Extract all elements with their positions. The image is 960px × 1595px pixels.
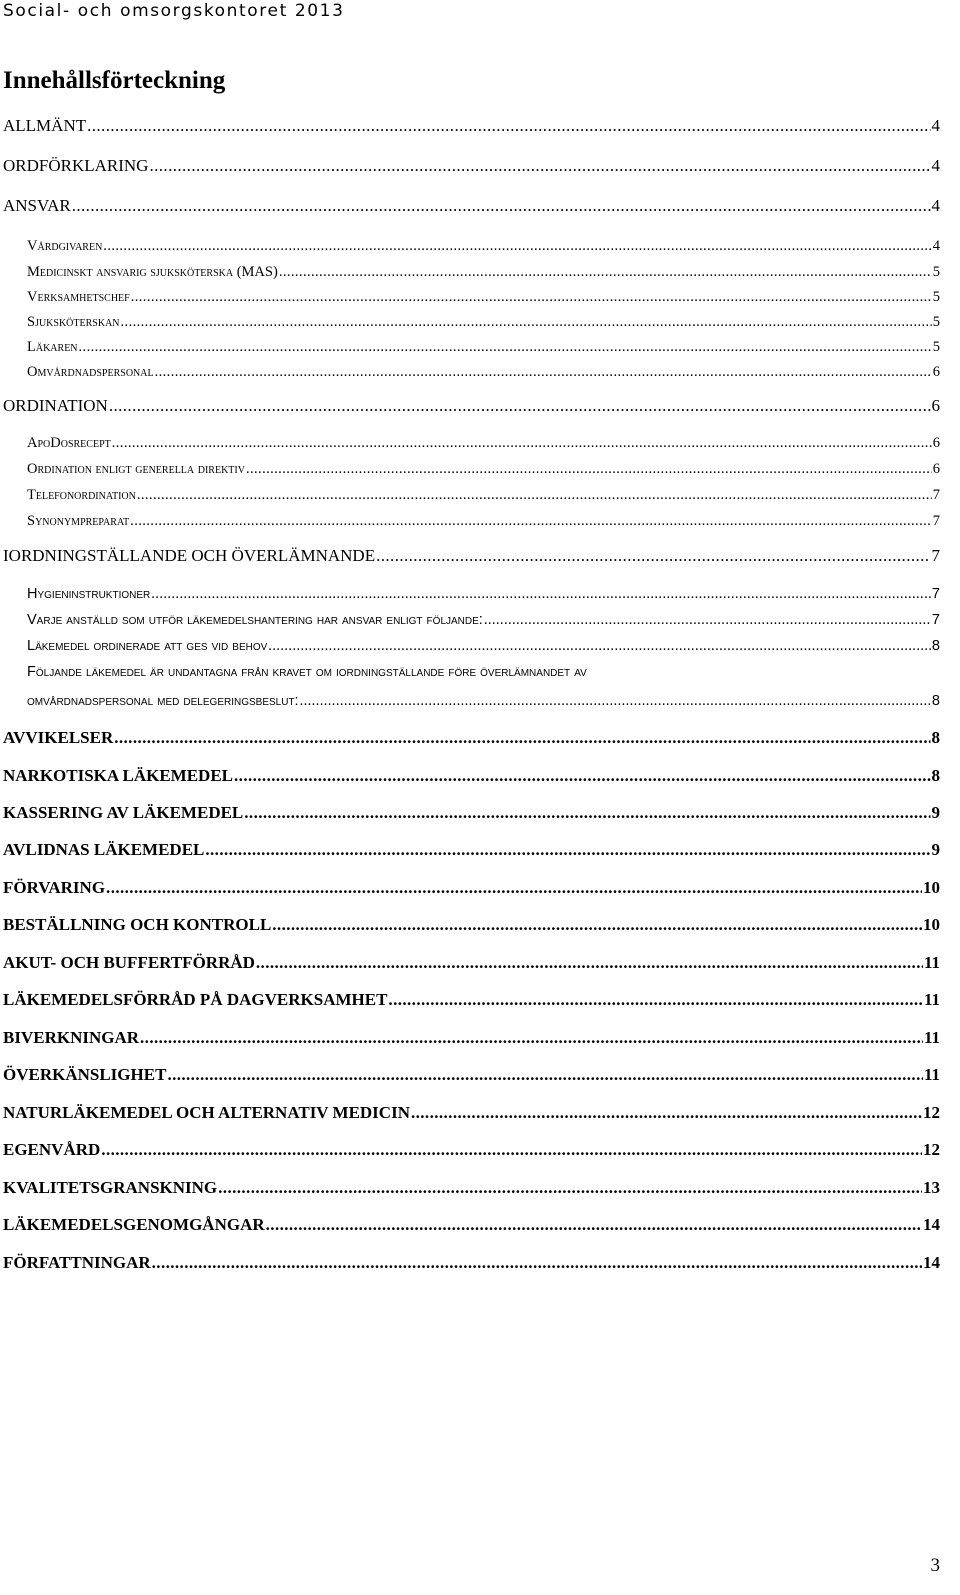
toc-entry-label: Medicinskt ansvarig sjuksköterska (MAS) xyxy=(27,264,278,280)
toc-leader-dots xyxy=(300,692,931,710)
toc-entry-apodosrecept[interactable] xyxy=(27,434,940,452)
toc-entry-kassering[interactable] xyxy=(3,803,940,823)
toc-entry-telefonordination[interactable] xyxy=(27,486,940,504)
toc-leader-dots xyxy=(109,396,931,416)
toc-entry-page: 12 xyxy=(923,1140,940,1159)
toc-entry-page: 4 xyxy=(931,116,940,135)
toc-leader-dots xyxy=(234,766,930,786)
page-number: 3 xyxy=(930,1555,940,1576)
toc-leader-dots xyxy=(167,1065,923,1085)
toc-entry-page: 10 xyxy=(923,915,940,934)
toc-leader-dots xyxy=(411,1103,922,1123)
toc-entry-label: omvårdnadspersonal med delegeringsbeslut: xyxy=(27,693,299,709)
toc-entry-page: 11 xyxy=(923,953,940,972)
toc-entry-page: 12 xyxy=(923,1103,940,1122)
toc-entry-lakaren[interactable] xyxy=(27,338,940,356)
toc-entry-ordination[interactable] xyxy=(3,396,940,416)
toc-entry-page: 6 xyxy=(932,435,940,451)
toc-entry-verksamhetschef[interactable] xyxy=(27,288,940,306)
toc-entry-label: ApoDosrecept xyxy=(27,435,111,451)
toc-entry-page: 7 xyxy=(932,487,940,503)
toc-entry-label: KASSERING AV LÄKEMEDEL xyxy=(3,803,244,822)
toc-entry-label: ÖVERKÄNSLIGHET xyxy=(3,1065,167,1084)
toc-entry-hygieninstruktioner[interactable] xyxy=(27,585,940,603)
toc-leader-dots xyxy=(121,313,932,331)
toc-entry-page: 11 xyxy=(923,1065,940,1084)
toc-entry-page: 6 xyxy=(931,396,940,415)
toc-entry-ordforklaring[interactable] xyxy=(3,156,940,176)
toc-leader-dots xyxy=(268,637,931,655)
toc-entry-egenvard[interactable] xyxy=(3,1140,940,1160)
toc-leader-dots xyxy=(72,196,931,216)
toc-entry-foljande-lakemedel[interactable] xyxy=(27,663,940,681)
toc-leader-dots xyxy=(256,953,923,973)
toc-entry-label: AKUT- OCH BUFFERTFÖRRÅD xyxy=(3,953,255,972)
toc-entry-label: NATURLÄKEMEDEL OCH ALTERNATIV MEDICIN xyxy=(3,1103,410,1122)
toc-leader-dots xyxy=(484,611,931,629)
toc-leader-dots xyxy=(376,546,930,566)
toc-entry-delegeringsbeslut[interactable] xyxy=(27,692,940,710)
toc-entry-page: 6 xyxy=(932,461,940,477)
toc-entry-narkotiska[interactable] xyxy=(3,766,940,786)
toc-entry-page: 8 xyxy=(931,766,940,785)
toc-entry-page: 7 xyxy=(931,612,940,628)
toc-entry-label: BESTÄLLNING OCH KONTROLL xyxy=(3,915,272,934)
toc-entry-lakemedelsgenomgangar[interactable] xyxy=(3,1215,940,1235)
toc-entry-page: 9 xyxy=(931,803,940,822)
toc-entry-label: Läkaren xyxy=(27,339,78,355)
toc-leader-dots xyxy=(137,486,932,504)
toc-entry-label: AVVIKELSER xyxy=(3,728,114,747)
toc-leader-dots xyxy=(246,460,932,478)
toc-leader-dots xyxy=(149,156,930,176)
toc-leader-dots xyxy=(101,1140,922,1160)
toc-entry-page: 7 xyxy=(932,513,940,529)
toc-entry-ansvar[interactable] xyxy=(3,196,940,216)
toc-leader-dots xyxy=(131,288,932,306)
toc-entry-label: IORDNINGSTÄLLANDE OCH ÖVERLÄMNANDE xyxy=(3,546,376,565)
toc-entry-page: 8 xyxy=(931,693,940,709)
toc-entry-label: EGENVÅRD xyxy=(3,1140,101,1159)
toc-entry-page: 5 xyxy=(932,339,940,355)
toc-entry-label: Sjuksköterskan xyxy=(27,314,120,330)
toc-entry-forvaring[interactable] xyxy=(3,878,940,898)
toc-entry-page: 10 xyxy=(923,878,940,897)
toc-entry-label: Telefonordination xyxy=(27,487,136,503)
toc-entry-page: 8 xyxy=(931,638,940,654)
document-header: Social- och omsorgskontoret 2013 xyxy=(3,1,345,21)
toc-entry-label: Hygieninstruktioner xyxy=(27,586,151,602)
toc-entry-label: Vårdgivaren xyxy=(27,238,103,254)
toc-entry-iordningstallande[interactable] xyxy=(3,546,940,566)
toc-entry-varje-anstalld[interactable] xyxy=(27,611,940,629)
toc-entry-page: 7 xyxy=(931,546,940,565)
toc-entry-page: 5 xyxy=(932,264,940,280)
toc-entry-page: 4 xyxy=(931,196,940,215)
toc-entry-label: Följande läkemedel är undantagna från kravet om iordningställande före överlämnandet av xyxy=(27,664,587,680)
toc-leader-dots xyxy=(130,512,932,530)
page-title: Innehållsförteckning xyxy=(3,67,226,94)
toc-entry-avlidnas[interactable] xyxy=(3,840,940,860)
toc-leader-dots xyxy=(114,728,930,748)
toc-entry-label: LÄKEMEDELSGENOMGÅNGAR xyxy=(3,1215,265,1234)
toc-entry-label: KVALITETSGRANSKNING xyxy=(3,1178,218,1197)
toc-entry-label: FÖRFATTNINGAR xyxy=(3,1253,151,1272)
toc-entry-label: NARKOTISKA LÄKEMEDEL xyxy=(3,766,234,785)
toc-leader-dots xyxy=(205,840,930,860)
toc-entry-label: FÖRVARING xyxy=(3,878,106,897)
toc-entry-biverkningar[interactable] xyxy=(3,1028,940,1048)
toc-entry-page: 4 xyxy=(932,238,940,254)
toc-leader-dots xyxy=(266,1215,922,1235)
toc-entry-label: Ordination enligt generella direktiv xyxy=(27,461,245,477)
toc-leader-dots xyxy=(103,237,931,255)
toc-entry-vardgivaren[interactable] xyxy=(27,237,940,255)
toc-entry-label: AVLIDNAS LÄKEMEDEL xyxy=(3,840,205,859)
toc-entry-bestallning[interactable] xyxy=(3,915,940,935)
toc-entry-naturlakemedel[interactable] xyxy=(3,1103,940,1123)
toc-leader-dots xyxy=(151,585,931,603)
toc-entry-page: 9 xyxy=(931,840,940,859)
toc-entry-page: 14 xyxy=(923,1253,940,1272)
toc-entry-page: 5 xyxy=(932,314,940,330)
toc-entry-page: 13 xyxy=(923,1178,940,1197)
toc-leader-dots xyxy=(112,434,932,452)
toc-entry-akut[interactable] xyxy=(3,953,940,973)
toc-entry-page: 5 xyxy=(932,289,940,305)
toc-entry-dagverksamhet[interactable] xyxy=(3,990,940,1010)
toc-entry-forfattningar[interactable] xyxy=(3,1253,940,1273)
toc-entry-label: ORDFÖRKLARING xyxy=(3,156,149,175)
toc-entry-page: 14 xyxy=(923,1215,940,1234)
toc-entry-page: 11 xyxy=(923,990,940,1009)
toc-entry-label: Varje anställd som utför läkemedelshantering har ansvar enligt följande: xyxy=(27,612,483,628)
toc-entry-allmant[interactable] xyxy=(3,116,940,136)
toc-entry-page: 7 xyxy=(931,586,940,602)
toc-entry-sjukskoterskan[interactable] xyxy=(27,313,940,331)
toc-entry-page: 8 xyxy=(931,728,940,747)
toc-entry-overkanslighet[interactable] xyxy=(3,1065,940,1085)
toc-entry-page: 4 xyxy=(931,156,940,175)
toc-entry-synonympreparat[interactable] xyxy=(27,512,940,530)
toc-entry-label: BIVERKNINGAR xyxy=(3,1028,140,1047)
toc-entry-label: Synonympreparat xyxy=(27,513,130,529)
toc-leader-dots xyxy=(272,915,922,935)
toc-leader-dots xyxy=(106,878,922,898)
toc-leader-dots xyxy=(244,803,930,823)
toc-entry-label: ALLMÄNT xyxy=(3,116,87,135)
toc-entry-kvalitetsgranskning[interactable] xyxy=(3,1178,940,1198)
toc-leader-dots xyxy=(79,338,932,356)
toc-leader-dots xyxy=(218,1178,922,1198)
toc-leader-dots xyxy=(155,363,932,381)
toc-entry-page: 6 xyxy=(932,364,940,380)
toc-leader-dots xyxy=(140,1028,923,1048)
toc-leader-dots xyxy=(152,1253,922,1273)
toc-entry-page: 11 xyxy=(923,1028,940,1047)
toc-entry-label: Omvårdnadspersonal xyxy=(27,364,154,380)
toc-leader-dots xyxy=(87,116,930,136)
toc-entry-label: ORDINATION xyxy=(3,396,108,415)
toc-entry-ordination-generella[interactable] xyxy=(27,460,940,478)
toc-entry-mas[interactable] xyxy=(27,263,940,281)
toc-entry-omvardnadspersonal[interactable] xyxy=(27,363,940,381)
toc-entry-label: Läkemedel ordinerade att ges vid behov xyxy=(27,638,268,654)
toc-leader-dots xyxy=(388,990,923,1010)
toc-entry-label: Verksamhetschef xyxy=(27,289,130,305)
toc-entry-label: LÄKEMEDELSFÖRRÅD PÅ DAGVERKSAMHET xyxy=(3,990,388,1009)
toc-entry-label: ANSVAR xyxy=(3,196,71,215)
toc-entry-avvikelser[interactable] xyxy=(3,728,940,748)
toc-leader-dots xyxy=(279,263,932,281)
toc-entry-vid-behov[interactable] xyxy=(27,637,940,655)
